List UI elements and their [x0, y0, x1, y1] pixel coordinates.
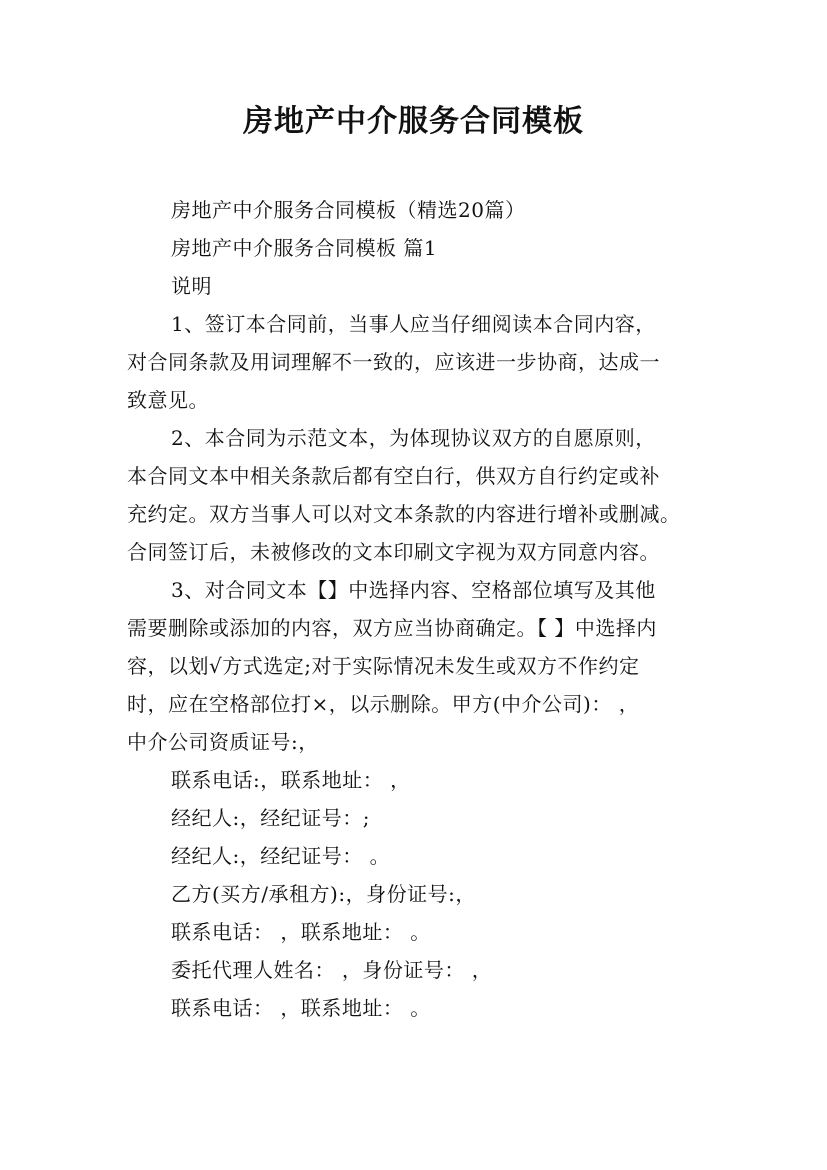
paragraph-line: 充约定。双方当事人可以对文本条款的内容进行增补或删减。: [127, 502, 681, 526]
paragraph-line: 时，应在空格部位打×，以示删除。甲方(中介公司)： ，: [127, 692, 640, 716]
paragraph-line: 1、签订本合同前，当事人应当仔细阅读本合同内容，: [171, 312, 656, 336]
field-line: 乙方(买方/承租方):，身份证号:，: [171, 882, 476, 906]
notes-heading: 说明: [171, 274, 212, 298]
paragraph-line: 合同签订后，未被修改的文本印刷文字视为双方同意内容。: [127, 540, 660, 564]
paragraph-line: 2、本合同为示范文本，为体现协议双方的自愿原则，: [171, 426, 656, 450]
field-line: 经纪人:，经纪证号：;: [171, 806, 370, 830]
paragraph-2: [127, 419, 717, 571]
paragraph-line: 本合同文本中相关条款后都有空白行，供双方自行约定或补: [127, 464, 660, 488]
paragraph-line: 3、对合同文本【】中选择内容、空格部位填写及其他: [171, 578, 656, 602]
field-line: 联系电话： ，联系地址： 。: [171, 920, 431, 944]
paragraph-line: 需要删除或添加的内容，双方应当协商确定。【 】中选择内: [127, 616, 657, 640]
document-body: [127, 191, 717, 1027]
paragraph-1: [127, 305, 717, 419]
paragraph-line: 容，以划√方式选定;对于实际情况未发生或双方不作约定: [127, 654, 640, 678]
field-line: 经纪人:，经纪证号： 。: [171, 844, 391, 868]
paragraph-line: 致意见。: [127, 388, 209, 412]
field-line: 委托代理人姓名： ，身份证号： ，: [171, 958, 493, 982]
paragraph-line: 中介公司资质证号:，: [127, 730, 319, 754]
field-line: 联系电话： ，联系地址： 。: [171, 996, 431, 1020]
field-line: 联系电话:，联系地址： ，: [171, 768, 411, 792]
paragraph-3: [127, 571, 717, 761]
subtitle-line: 房地产中介服务合同模板（精选20篇）: [171, 198, 526, 222]
contract-fields: [127, 761, 717, 1027]
document-title: 房地产中介服务合同模板: [243, 104, 584, 139]
paragraph-line: 对合同条款及用词理解不一致的，应该进一步协商，达成一: [127, 350, 660, 374]
section-heading: 房地产中介服务合同模板 篇1: [171, 236, 438, 260]
